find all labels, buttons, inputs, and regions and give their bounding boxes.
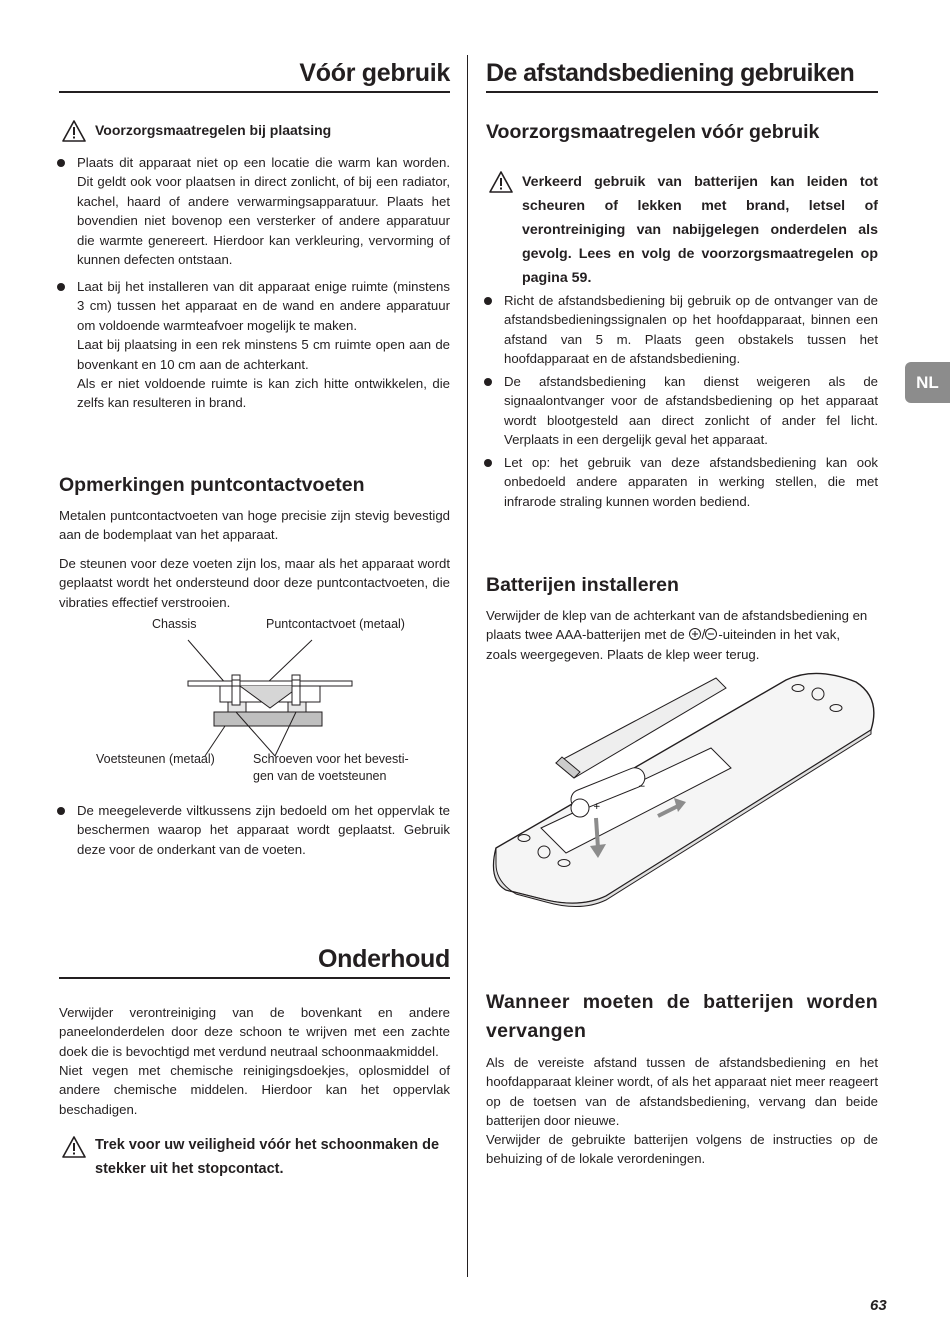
language-tab-nl: NL bbox=[905, 362, 950, 403]
bullet-text: Plaats dit apparaat niet op een locatie die warm kan worden. Dit geldt ook voor plaatsen in direct zonlicht, of bij een radiator, kachel, haard of andere verwarmingsapparatuur. Plaats het bovendien niet bovenop een versterker of andere apparatuur die warmte genereert. Hierdoor kan verkleuring, vervorming of kunnen defecten ontstaan. bbox=[77, 155, 450, 268]
diagram-label-screws-2: gen van de voetsteunen bbox=[253, 769, 387, 783]
battery-warning: Verkeerd gebruik van batterijen kan leiden tot scheuren of lekken met brand, letsel of verontreiniging van nabijgelegen onderdelen als gevolg. Lees en volg de voorzorgsmaatregelen op pagina 59. bbox=[522, 174, 878, 286]
svg-text:−: − bbox=[638, 782, 646, 792]
warning-icon bbox=[62, 120, 86, 142]
remote-bullet-1 bbox=[504, 291, 878, 369]
maintenance-paragraph-1: Verwijder verontreiniging van de bovenkant en andere paneelonderdelen door deze schoon te wrijven met een zachte doek die is bevochtigd met verdund neutraal schoonmaakmiddel. bbox=[59, 1005, 450, 1059]
bullet-text-b: Laat bij plaatsing in een rek minstens 5 cm ruimte open aan de bovenkant en 10 cm aan de achterkant. bbox=[77, 337, 450, 372]
bullet-dot bbox=[484, 459, 492, 467]
install-line-3: zoals weergegeven. Plaats de klep weer terug. bbox=[486, 646, 760, 662]
remote-bullet-3 bbox=[504, 453, 878, 511]
warning-icon bbox=[489, 171, 513, 193]
page-number: 63 bbox=[870, 1297, 887, 1314]
diagram-label-chassis: Chassis bbox=[152, 617, 197, 631]
diagram-label-foot: Puntcontactvoet (metaal) bbox=[266, 617, 405, 631]
section-title-onderhoud: Onderhoud bbox=[59, 944, 450, 979]
foot-diagram bbox=[180, 630, 360, 760]
plus-minus-icon bbox=[688, 627, 718, 641]
placement-warning-heading: Voorzorgsmaatregelen bij plaatsing bbox=[95, 122, 332, 138]
bullet-text: De meegeleverde viltkussens zijn bedoeld om het oppervlak te beschermen waarop het apparaat wordt geplaatst. Gebruik deze voor de onderkant van de voeten. bbox=[77, 803, 450, 857]
maintenance-paragraph-2: Niet vegen met chemische reinigingsdoekjes, oplosmiddel of andere chemische middelen. Hierdoor kan het oppervlak beschadigen. bbox=[59, 1063, 450, 1117]
install-paragraph bbox=[486, 606, 878, 664]
diagram-label-supports: Voetsteunen (metaal) bbox=[96, 752, 215, 766]
install-line-2a: plaats twee AAA-batterijen met de bbox=[486, 627, 689, 643]
placement-bullet-2 bbox=[77, 277, 450, 413]
placement-bullet-1 bbox=[77, 153, 450, 269]
install-line-1: Verwijder de klep van de achterkant van de afstandsbediening en bbox=[486, 608, 868, 623]
remote-bullet-2 bbox=[504, 372, 878, 450]
cleaning-warning-line-1: Trek voor uw veiligheid vóór het schoonmaken de bbox=[95, 1137, 440, 1153]
bullet-text: De afstandsbediening kan dienst weigeren als de signaalontvanger voor de afstandsbediening op het apparaat wordt blootgesteld aan direct zonlicht of ander fel licht. Verplaats in een dergelijk geval het apparaat. bbox=[504, 374, 878, 448]
install-line-2b: -uiteinden in het vak, bbox=[718, 627, 841, 643]
column-divider bbox=[467, 55, 468, 1277]
svg-text:+: + bbox=[593, 802, 601, 812]
bullet-text-c: Als er niet voldoende ruimte is kan zich hitte ontwikkelen, die zelfs kan resulteren in brand. bbox=[77, 376, 450, 411]
feet-paragraph-1: Metalen puntcontactvoeten van hoge precisie zijn stevig bevestigd aan de bodemplaat van het apparaat. bbox=[59, 508, 450, 543]
bullet-dot bbox=[57, 159, 65, 167]
feet-paragraph-2: De steunen voor deze voeten zijn los, maar als het apparaat wordt geplaatst wordt het ondersteund door deze puntcontactvoeten, die vibraties effectief verstrooien. bbox=[59, 556, 450, 610]
remote-battery-illustration bbox=[486, 668, 878, 920]
bullet-text-a: Laat bij het installeren van dit apparaat enige ruimte (minstens 3 cm) tussen het apparaat en de wand en andere apparatuur om voldoende warmteafvoer mogelijk te maken. bbox=[77, 279, 450, 333]
cleaning-warning-line-2: stekker uit het stopcontact. bbox=[95, 1161, 284, 1177]
section-title-voor-gebruik: Vóór gebruik bbox=[59, 58, 450, 93]
bullet-dot bbox=[484, 378, 492, 386]
install-line-2 bbox=[486, 625, 878, 644]
diagram-label-screws-1: Schroeven voor het bevesti- bbox=[253, 752, 409, 766]
bullet-text: Richt de afstandsbediening bij gebruik op de ontvanger van de afstandsbedieningssignalen op het hoofdapparaat, binnen een afstand van 5 m. Plaats geen obstakels tussen het hoofdapparaat en de afstandsbediening. bbox=[504, 293, 878, 367]
bullet-text: Let op: het gebruik van deze afstandsbediening kan ook onbedoeld andere apparaten in werking stellen, die met infrarode straling kunnen worden bediend. bbox=[504, 455, 878, 509]
heading-voorzorgsmaatregelen: Voorzorgsmaatregelen vóór gebruik bbox=[486, 121, 820, 143]
replace-paragraph-1: Als de vereiste afstand tussen de afstandsbediening en het hoofdapparaat kleiner wordt, of als het apparaat niet meer reageert op de toetsen van de afstandsbediening, vervang dan beide batterijen door nieuwe. bbox=[486, 1055, 878, 1129]
bullet-dot bbox=[57, 807, 65, 815]
bullet-dot bbox=[484, 297, 492, 305]
replace-paragraph-2: Verwijder de gebruikte batterijen volgens de instructies op de behuizing of de lokale verordeningen. bbox=[486, 1132, 878, 1167]
heading-batterijen-installeren: Batterijen installeren bbox=[486, 574, 679, 596]
warning-icon bbox=[62, 1136, 86, 1158]
felt-pads-bullet bbox=[77, 801, 450, 859]
bullet-dot bbox=[57, 283, 65, 291]
section-title-afstandsbediening: De afstandsbediening gebruiken bbox=[486, 58, 878, 93]
heading-puntcontactvoeten: Opmerkingen puntcontactvoeten bbox=[59, 474, 365, 496]
heading-batterijen-vervangen: Wanneer moeten de batterijen worden vervangen bbox=[486, 991, 878, 1042]
